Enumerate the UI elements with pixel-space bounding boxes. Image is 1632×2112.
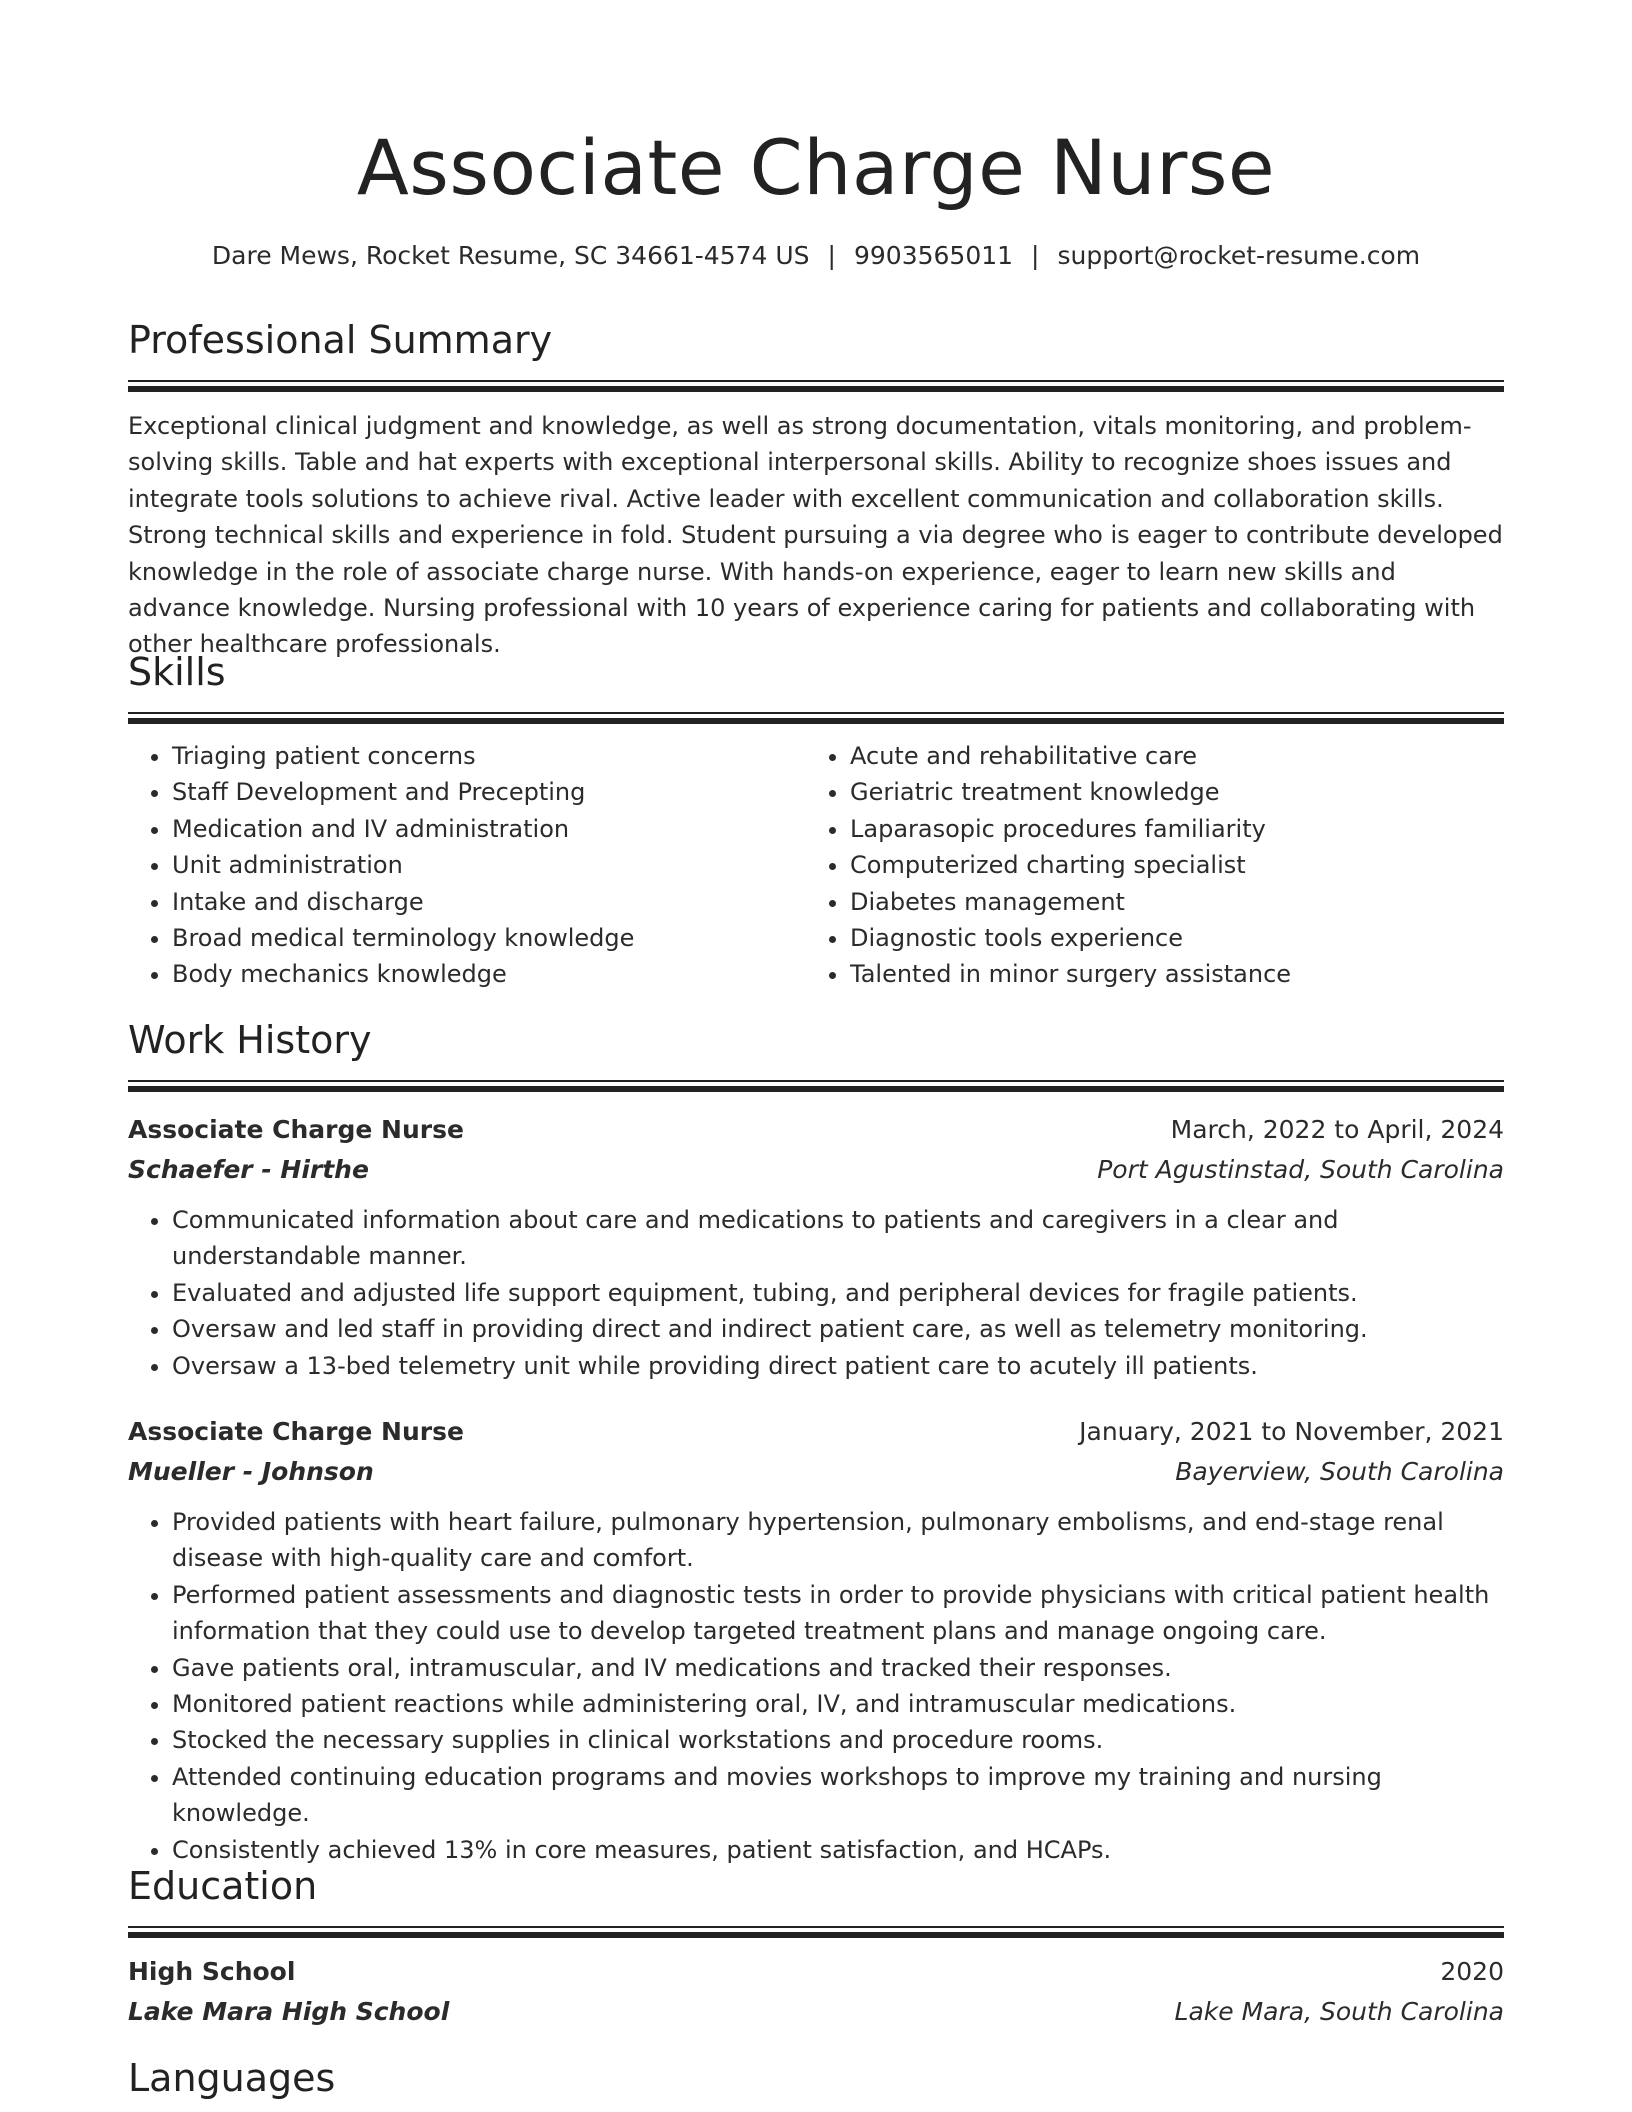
job-location: Bayerview, South Carolina bbox=[1175, 1457, 1504, 1487]
section-rule-thick bbox=[128, 718, 1504, 724]
skills-section bbox=[128, 646, 1504, 993]
resume-name: Associate Charge Nurse bbox=[356, 123, 1276, 212]
contact-email: support@rocket-resume.com bbox=[1057, 241, 1421, 270]
education-title: Education bbox=[128, 1864, 318, 1908]
job-bullet: • Provided patients with heart failure, pulmonary hypertension, pulmonary embolisms, and end-stage renal disease with high-quality care and comfort. bbox=[172, 1504, 1504, 1577]
job-entry bbox=[128, 1412, 1504, 1868]
section-rule bbox=[128, 1926, 1504, 1928]
education-school: Lake Mara High School bbox=[128, 1997, 450, 2026]
job-bullets bbox=[128, 1202, 1504, 1384]
skill-item: • Broad medical terminology knowledge bbox=[172, 920, 806, 956]
job-dates: January, 2021 to November, 2021 bbox=[1079, 1417, 1504, 1447]
summary-text: Exceptional clinical judgment and knowledge, as well as strong documentation, vitals monitoring, and problem-solving skills. Table and hat experts with exceptional interpersonal skills. Ability to recognize shoes issues and integrate tools solutions to achieve rival. Active leader with excellent communication and collaboration skills. Strong technical skills and experience in fold. Student pursuing a via degree who is eager to contribute developed knowledge in the role of associate charge nurse. With hands-on experience, eager to learn new skills and advance knowledge. Nursing professional with 10 years of experience caring for patients and collaborating with other healthcare professionals. bbox=[128, 412, 1503, 659]
work-title: Work History bbox=[128, 1018, 372, 1062]
skill-item: • Unit administration bbox=[172, 847, 806, 883]
skills-columns bbox=[128, 738, 1504, 993]
job-header bbox=[128, 1412, 1504, 1452]
job-bullet: • Communicated information about care and medications to patients and caregivers in a clear and understandable manner. bbox=[172, 1202, 1504, 1275]
education-section bbox=[128, 1860, 1504, 2032]
section-rule-thick bbox=[128, 1932, 1504, 1938]
contact-separator: | bbox=[1031, 241, 1040, 270]
summary-section bbox=[128, 314, 1504, 663]
job-subheader bbox=[128, 1452, 1504, 1492]
contact-phone: 9903565011 bbox=[853, 241, 1014, 270]
education-year: 2020 bbox=[1440, 1957, 1504, 1986]
skills-right-list bbox=[806, 738, 1484, 993]
skill-item: • Triaging patient concerns bbox=[172, 738, 806, 774]
contact-line bbox=[128, 238, 1504, 274]
languages-title: Languages bbox=[128, 2056, 336, 2100]
education-location: Lake Mara, South Carolina bbox=[1174, 1997, 1504, 2026]
section-rule-thick bbox=[128, 1086, 1504, 1092]
education-degree: High School bbox=[128, 1957, 296, 1986]
skill-item: • Staff Development and Precepting bbox=[172, 774, 806, 810]
skill-item: • Laparasopic procedures familiarity bbox=[850, 811, 1484, 847]
education-subheader bbox=[128, 1992, 1504, 2032]
skill-item: • Geriatric treatment knowledge bbox=[850, 774, 1484, 810]
job-company: Mueller - Johnson bbox=[128, 1457, 374, 1487]
job-bullet: • Evaluated and adjusted life support equipment, tubing, and peripheral devices for fragile patients. bbox=[172, 1275, 1504, 1311]
section-rule bbox=[128, 380, 1504, 382]
job-bullet: • Gave patients oral, intramuscular, and IV medications and tracked their responses. bbox=[172, 1650, 1504, 1686]
job-title: Associate Charge Nurse bbox=[128, 1115, 464, 1144]
education-entry bbox=[128, 1952, 1504, 2032]
job-bullet: • Attended continuing education programs and movies workshops to improve my training and nursing knowledge. bbox=[172, 1759, 1504, 1832]
job-subheader bbox=[128, 1150, 1504, 1190]
job-header bbox=[128, 1110, 1504, 1150]
skills-left-list bbox=[128, 738, 806, 993]
skill-item: • Talented in minor surgery assistance bbox=[850, 956, 1484, 992]
job-location: Port Agustinstad, South Carolina bbox=[1097, 1155, 1504, 1184]
contact-address: Dare Mews, Rocket Resume, SC 34661-4574 US bbox=[211, 241, 810, 270]
job-bullet: • Monitored patient reactions while administering oral, IV, and intramuscular medications. bbox=[172, 1686, 1504, 1722]
languages-section bbox=[128, 2052, 1504, 2104]
job-bullet: • Oversaw and led staff in providing direct and indirect patient care, as well as telemetry monitoring. bbox=[172, 1311, 1504, 1347]
job-company: Schaefer - Hirthe bbox=[128, 1155, 369, 1184]
contact-separator: | bbox=[827, 241, 836, 270]
skills-title: Skills bbox=[128, 650, 226, 694]
skill-item: • Acute and rehabilitative care bbox=[850, 738, 1484, 774]
job-title: Associate Charge Nurse bbox=[128, 1417, 464, 1447]
job-bullet: • Stocked the necessary supplies in clinical workstations and procedure rooms. bbox=[172, 1722, 1504, 1758]
summary-title: Professional Summary bbox=[128, 318, 553, 362]
skill-item: • Intake and discharge bbox=[172, 884, 806, 920]
education-header bbox=[128, 1952, 1504, 1992]
job-bullet: • Performed patient assessments and diagnostic tests in order to provide physicians with critical patient health information that they could use to develop targeted treatment plans and manage ongoing care. bbox=[172, 1577, 1504, 1650]
job-bullets bbox=[128, 1504, 1504, 1868]
section-rule bbox=[128, 712, 1504, 714]
job-dates: March, 2022 to April, 2024 bbox=[1170, 1115, 1504, 1144]
skill-item: • Diagnostic tools experience bbox=[850, 920, 1484, 956]
skill-item: • Computerized charting specialist bbox=[850, 847, 1484, 883]
job-bullet: • Oversaw a 13-bed telemetry unit while providing direct patient care to acutely ill patients. bbox=[172, 1348, 1504, 1384]
skill-item: • Diabetes management bbox=[850, 884, 1484, 920]
section-rule bbox=[128, 1080, 1504, 1082]
skill-item: • Body mechanics knowledge bbox=[172, 956, 806, 992]
work-section bbox=[128, 1014, 1504, 1868]
job-entry bbox=[128, 1110, 1504, 1384]
section-rule-thick bbox=[128, 386, 1504, 392]
skill-item: • Medication and IV administration bbox=[172, 811, 806, 847]
job-bullet: • Consistently achieved 13% in core measures, patient satisfaction, and HCAPs. bbox=[172, 1832, 1504, 1868]
